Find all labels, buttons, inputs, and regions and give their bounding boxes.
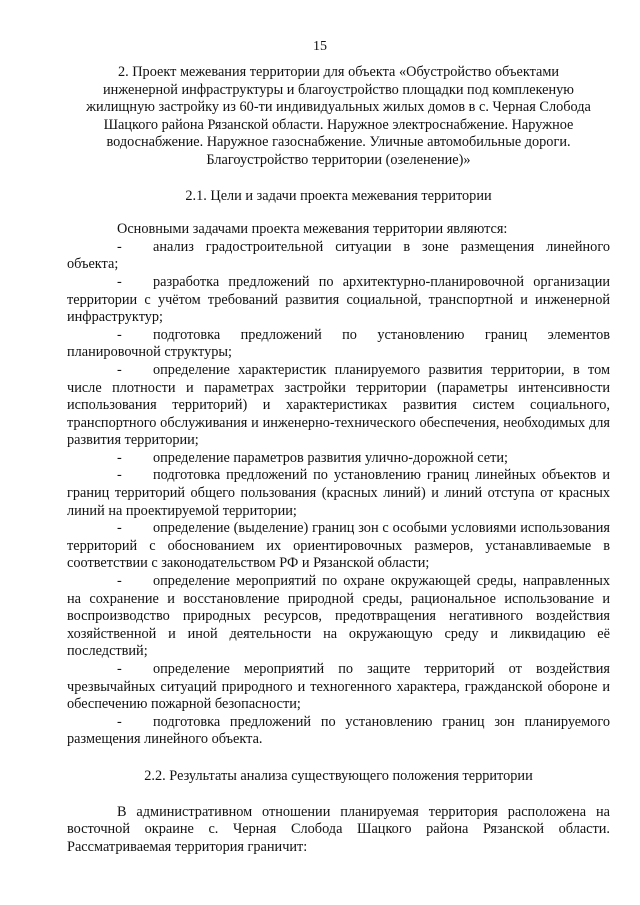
section-title-line: инженерной инфраструктуры и благоустройство площадки под комплекеную — [103, 81, 574, 98]
list-item — [67, 274, 610, 327]
page-content — [67, 64, 610, 856]
list-dash: - — [117, 238, 122, 255]
tasks-intro: Основными задачами проекта межевания территории являются: — [117, 221, 508, 238]
section-title-line: 2. Проект межевания территории для объекта «Обустройство объектами — [117, 64, 560, 80]
list-item — [67, 362, 610, 450]
list-item-text: определение мероприятий по защите территорий от воздействия чрезвычайных ситуаций природного и техногенного характера, гражданской обороне и обеспечению пожарной безопасности; — [67, 661, 610, 713]
list-item-text: анализ градостроительной ситуации в зоне размещения линейного объекта; — [67, 238, 610, 273]
section-title — [67, 64, 610, 170]
list-item — [67, 714, 610, 749]
tasks-list — [67, 239, 610, 749]
section-title-line: жилищную застройку из 60-ти индивидуальных жилых домов в с. Черная Слобода — [86, 99, 591, 116]
list-item-text: подготовка предложений по установлению границ линейных объектов и границ территорий общего пользования (красных линий) и линий отступа от красных линий на проектируемой территории; — [67, 467, 610, 519]
list-item — [67, 661, 610, 714]
subsection-heading-analysis: 2.2. Результаты анализа существующего положения территории — [144, 767, 533, 784]
list-item-text: разработка предложений по архитектурно-планировочной организации территории с учётом требований развития социальной, транспортной и инженерной инфраструктур; — [67, 273, 610, 326]
list-item-text: определение мероприятий по охране окружающей среды, направленных на сохранение и восстановление природной среды, рациональное использование и воспроизводство природных ресурсов, предотвращения негативного воздействия хозяйственной и иной деятельности на окружающую среду и ликвидацию её последствий; — [67, 573, 610, 660]
list-dash: - — [117, 520, 122, 537]
list-dash: - — [117, 273, 122, 290]
list-dash: - — [117, 467, 122, 484]
list-item — [67, 239, 610, 274]
list-dash: - — [117, 449, 122, 466]
page-number: 15 — [313, 39, 327, 54]
list-item-text: определение параметров развития улично-дорожной сети; — [153, 449, 509, 466]
list-dash: - — [117, 361, 122, 378]
list-item — [67, 573, 610, 661]
section-title-line: Благоустройство территории (озеленение)» — [206, 151, 471, 168]
list-item-text: определение (выделение) границ зон с особыми условиями использования территорий с обоснованием их ориентировочных размеров, устанавливаемые в соответствии с законодательством РФ и Рязанской области; — [67, 520, 610, 572]
list-dash: - — [117, 326, 122, 343]
list-dash: - — [117, 661, 122, 677]
section-title-line: Шацкого района Рязанской области. Наружное электроснабжение. Наружное — [103, 116, 574, 133]
subsection-heading-goals: 2.1. Цели и задачи проекта межевания территории — [185, 187, 492, 204]
list-dash: - — [117, 573, 122, 590]
list-item — [67, 467, 610, 520]
list-item — [67, 450, 610, 468]
list-item-text: определение характеристик планируемого развития территории, в том числе плотности и параметрах застройки территории (параметры интенсивности использования территорий) и характеристиках развития систем социального, транспортного обслуживания и инженерно-технического обеспечения, необходимых для развития территории; — [67, 361, 610, 449]
list-item — [67, 327, 610, 362]
body-paragraph: В административном отношении планируемая территория расположена на восточной окраине с. Черная Слобода Шацкого района Рязанской области. Рассматриваемая территория граничит: — [67, 803, 610, 855]
list-item-text: подготовка предложений по установлению границ зон планируемого размещения линейного объекта. — [67, 713, 610, 748]
list-item-text: подготовка предложений по установлению границ элементов планировочной структуры; — [67, 326, 610, 361]
list-dash: - — [117, 713, 122, 730]
list-item — [67, 520, 610, 573]
section-title-line: водоснабжение. Наружное газоснабжение. Уличные автомобильные дороги. — [106, 134, 571, 151]
